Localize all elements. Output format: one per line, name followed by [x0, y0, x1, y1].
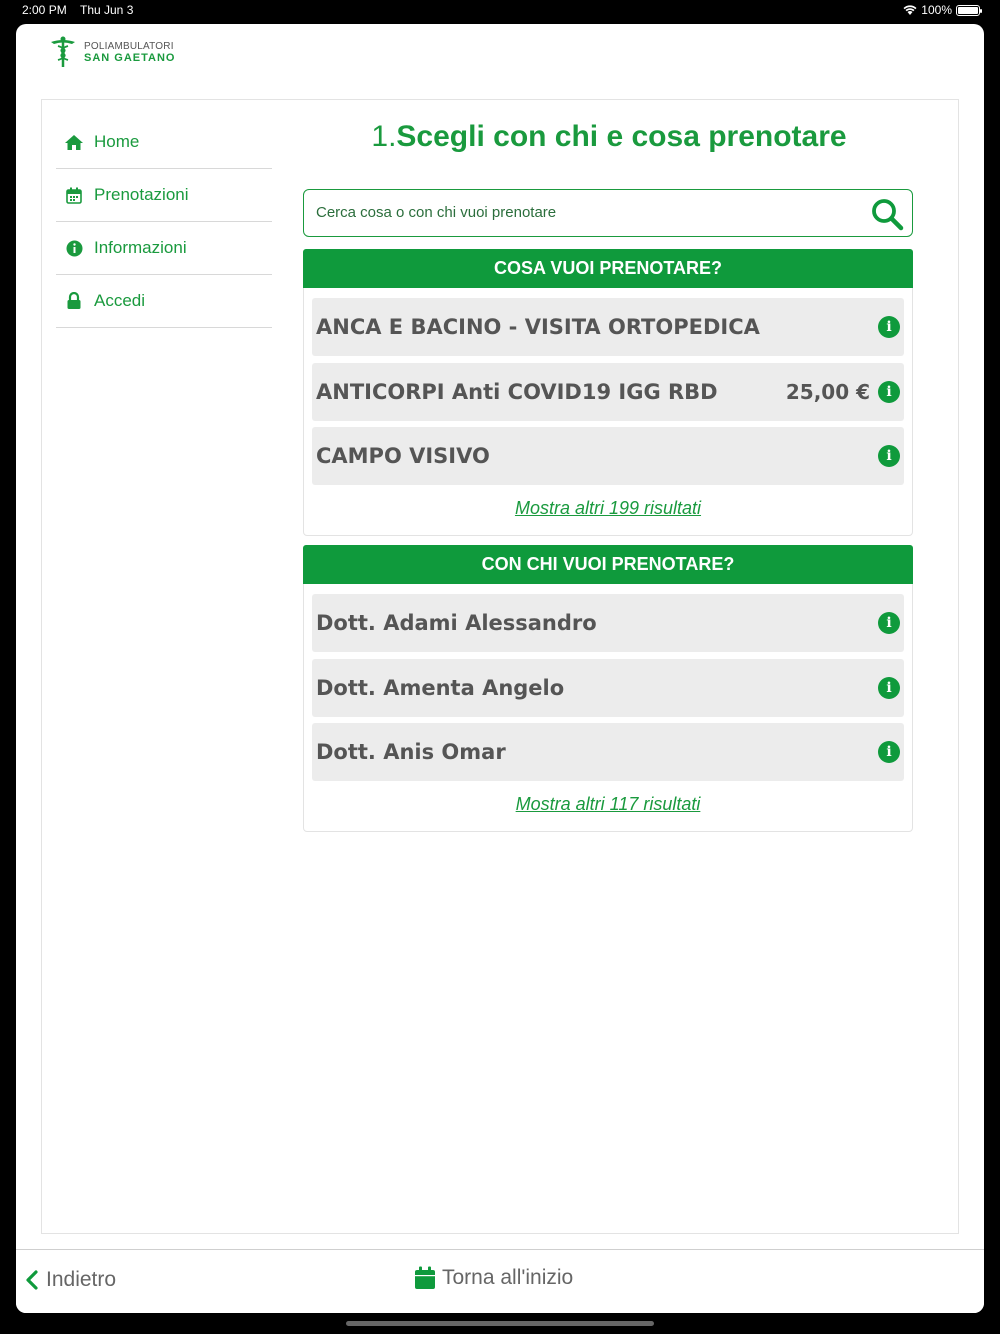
status-date: Thu Jun 3 — [80, 3, 134, 17]
doctor-name: Dott. Adami Alessandro — [316, 611, 597, 635]
search-icon[interactable] — [870, 197, 904, 231]
sidebar-item-label: Informazioni — [94, 238, 187, 257]
page-title-text: Scegli con chi e cosa prenotare — [396, 120, 847, 153]
status-time: 2:00 PM — [22, 3, 67, 17]
logo[interactable] — [48, 36, 175, 68]
doctor-item[interactable] — [312, 659, 904, 717]
status-bar — [0, 0, 1000, 22]
service-item[interactable] — [312, 298, 904, 356]
home-indicator[interactable] — [346, 1321, 654, 1326]
search-input[interactable] — [316, 190, 856, 234]
service-name: CAMPO VISIVO — [316, 444, 490, 468]
info-icon[interactable]: i — [878, 316, 900, 338]
doctor-name: Dott. Anis Omar — [316, 740, 506, 764]
battery-percent: 100% — [921, 3, 952, 17]
battery-icon — [956, 5, 980, 16]
logo-line2: SAN GAETANO — [84, 51, 176, 64]
lock-icon — [64, 292, 84, 310]
sidebar-item-informazioni[interactable] — [56, 222, 272, 275]
who-section-header: CON CHI VUOI PRENOTARE? — [303, 545, 913, 584]
service-item[interactable] — [312, 427, 904, 485]
service-name: ANCA E BACINO - VISITA ORTOPEDICA — [316, 315, 760, 339]
sidebar-item-label: Home — [94, 132, 140, 151]
what-section — [303, 249, 913, 536]
content-panel — [41, 99, 959, 1234]
restart-button[interactable] — [414, 1266, 573, 1290]
doctor-name: Dott. Amenta Angelo — [316, 675, 565, 700]
info-icon[interactable]: i — [878, 677, 900, 699]
status-right — [903, 3, 980, 17]
doctor-item[interactable] — [312, 594, 904, 652]
who-section — [303, 545, 913, 832]
app-window — [16, 24, 984, 1313]
bottom-toolbar — [16, 1249, 984, 1313]
calendar-icon — [414, 1266, 436, 1290]
chevron-left-icon — [24, 1270, 40, 1290]
info-icon[interactable]: i — [878, 381, 900, 403]
page-title — [304, 120, 914, 154]
info-icon[interactable]: i — [878, 741, 900, 763]
what-section-header: COSA VUOI PRENOTARE? — [303, 249, 913, 288]
sidebar-item-label: Prenotazioni — [94, 185, 189, 204]
search-box — [303, 189, 913, 237]
sidebar-item-label: Accedi — [94, 291, 146, 310]
sidebar — [56, 116, 272, 328]
restart-button-label: Torna all'inizio — [442, 1266, 574, 1289]
page-title-number: 1. — [371, 120, 397, 153]
logo-line1: POLIAMBULATORI — [84, 40, 174, 52]
wifi-icon — [903, 5, 917, 15]
doctor-item[interactable] — [312, 723, 904, 781]
service-name: ANTICORPI Anti COVID19 IGG RBD — [316, 379, 718, 404]
service-item[interactable] — [312, 363, 904, 421]
calendar-icon — [64, 186, 84, 204]
service-price: 25,00 € — [785, 379, 870, 404]
sidebar-item-prenotazioni[interactable] — [56, 169, 272, 222]
back-button[interactable] — [24, 1268, 116, 1292]
info-icon[interactable]: i — [878, 445, 900, 467]
info-icon — [64, 239, 84, 257]
info-icon[interactable]: i — [878, 612, 900, 634]
sidebar-item-home[interactable] — [56, 116, 272, 169]
show-more-doctors-link[interactable]: Mostra altri 117 risultati — [515, 793, 701, 814]
caduceus-icon — [48, 36, 78, 68]
show-more-services-link[interactable]: Mostra altri 199 risultati — [514, 497, 702, 518]
sidebar-item-accedi[interactable] — [56, 275, 272, 328]
back-button-label: Indietro — [46, 1268, 117, 1291]
home-icon — [64, 133, 84, 151]
